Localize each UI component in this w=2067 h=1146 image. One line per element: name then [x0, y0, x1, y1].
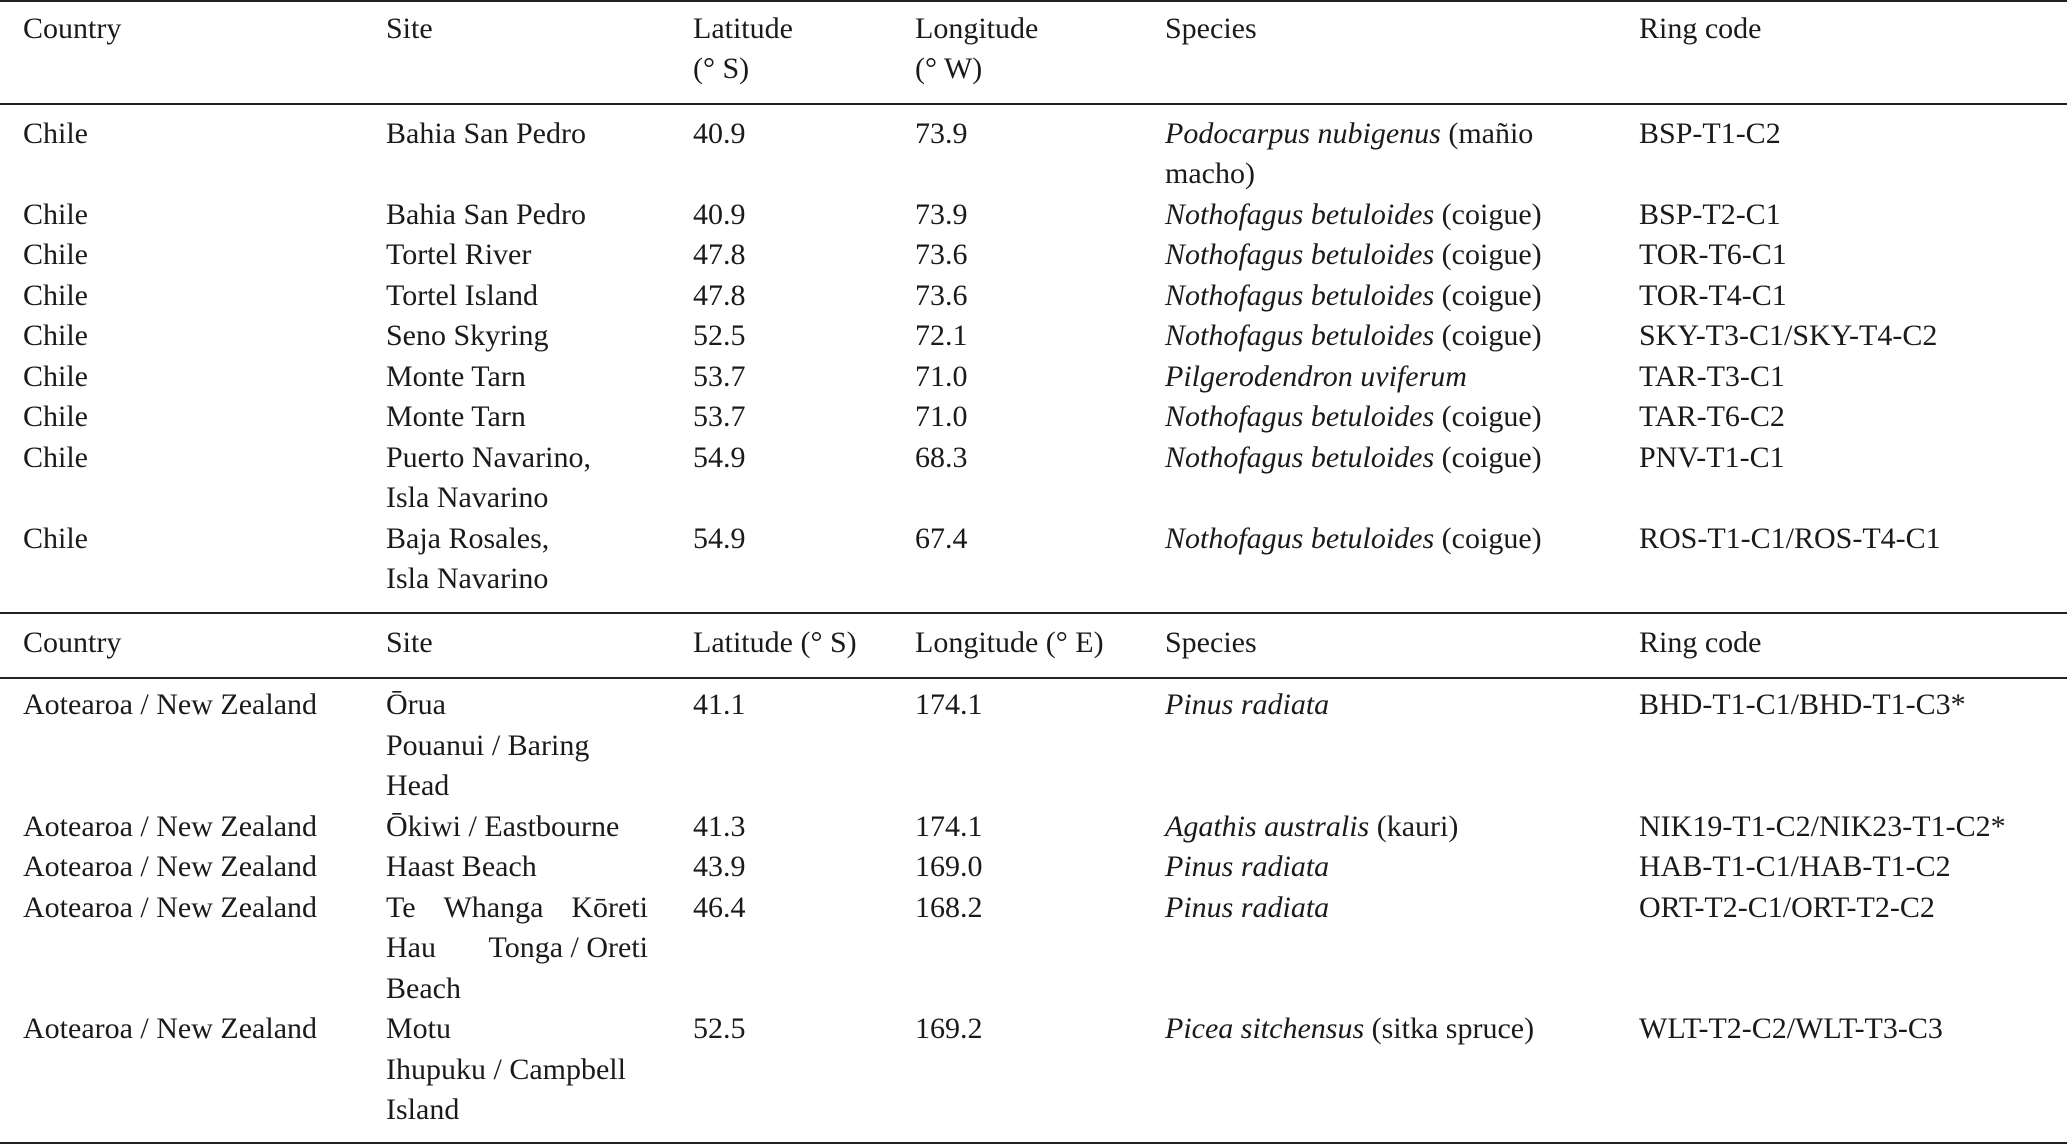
- cell-country: Aotearoa / New Zealand: [23, 850, 318, 883]
- table-bottom-rule: [0, 1142, 2067, 1144]
- site-word: Whanga: [443, 891, 544, 924]
- species-scientific-name: Nothofagus betuloides: [1165, 319, 1435, 352]
- cell-site-continued: Island: [386, 1093, 460, 1126]
- cell-ring-code: TOR-T4-C1: [1639, 279, 1787, 312]
- cell-species: [1165, 685, 1329, 726]
- cell-latitude: 53.7: [693, 360, 746, 393]
- cell-species: [1165, 114, 1533, 155]
- header-country: Country: [23, 626, 122, 659]
- cell-species: [1165, 888, 1329, 929]
- table-top-rule: [0, 0, 2067, 2]
- cell-site: Seno Skyring: [386, 319, 549, 352]
- header-west-rule: [0, 103, 2067, 105]
- header-latitude-unit: (° S): [693, 52, 750, 85]
- species-common-name: (coigue): [1434, 238, 1542, 271]
- cell-country: Chile: [23, 522, 88, 555]
- cell-site-continued: Isla Navarino: [386, 481, 549, 514]
- cell-longitude: 71.0: [915, 360, 968, 393]
- cell-longitude: 174.1: [915, 810, 983, 843]
- species-scientific-name: Agathis australis: [1165, 810, 1370, 843]
- cell-site: Bahia San Pedro: [386, 198, 586, 231]
- cell-site: Bahia San Pedro: [386, 117, 586, 150]
- cell-latitude: 47.8: [693, 238, 746, 271]
- cell-longitude: 73.9: [915, 198, 968, 231]
- species-scientific-name: Nothofagus betuloides: [1165, 238, 1435, 271]
- cell-site-continued: Isla Navarino: [386, 562, 549, 595]
- site-word: Te: [386, 891, 416, 924]
- cell-site: [386, 888, 648, 929]
- cell-species: [1165, 276, 1542, 317]
- cell-site-continued: Pouanui / Baring: [386, 729, 590, 762]
- cell-longitude: 169.0: [915, 850, 983, 883]
- species-scientific-name: Pinus radiata: [1165, 850, 1330, 883]
- cell-species: [1165, 519, 1542, 560]
- cell-ring-code: BSP-T1-C2: [1639, 117, 1781, 150]
- site-word: Kōreti: [571, 891, 648, 924]
- cell-latitude: 52.5: [693, 1012, 746, 1045]
- species-common-name: (sitka spruce): [1364, 1012, 1535, 1045]
- cell-country: Aotearoa / New Zealand: [23, 891, 318, 924]
- cell-ring-code: BHD-T1-C1/BHD-T1-C3*: [1639, 688, 1966, 721]
- site-word: Hau: [386, 931, 436, 964]
- header-ring-code: Ring code: [1639, 12, 1762, 45]
- header-ring-code: Ring code: [1639, 626, 1762, 659]
- species-scientific-name: Picea sitchensus: [1165, 1012, 1365, 1045]
- cell-species: [1165, 195, 1542, 236]
- species-scientific-name: Nothofagus betuloides: [1165, 400, 1435, 433]
- cell-species: [1165, 235, 1542, 276]
- cell-site: Haast Beach: [386, 850, 537, 883]
- cell-country: Chile: [23, 441, 88, 474]
- cell-latitude: 54.9: [693, 522, 746, 555]
- cell-latitude: 40.9: [693, 198, 746, 231]
- cell-site: Monte Tarn: [386, 400, 526, 433]
- cell-site-continued: Beach: [386, 972, 461, 1005]
- species-scientific-name: Nothofagus betuloides: [1165, 198, 1435, 231]
- cell-country: Aotearoa / New Zealand: [23, 1012, 318, 1045]
- cell-ring-code: TOR-T6-C1: [1639, 238, 1787, 271]
- cell-ring-code: ORT-T2-C1/ORT-T2-C2: [1639, 891, 1935, 924]
- cell-country: Chile: [23, 238, 88, 271]
- cell-longitude: 169.2: [915, 1012, 983, 1045]
- header-country: Country: [23, 12, 122, 45]
- cell-latitude: 46.4: [693, 891, 746, 924]
- cell-latitude: 40.9: [693, 117, 746, 150]
- header-species: Species: [1165, 12, 1257, 45]
- cell-ring-code: SKY-T3-C1/SKY-T4-C2: [1639, 319, 1938, 352]
- cell-ring-code: WLT-T2-C2/WLT-T3-C3: [1639, 1012, 1943, 1045]
- cell-site: Ōrua: [386, 688, 446, 721]
- species-scientific-name: Pilgerodendron uviferum: [1165, 360, 1467, 393]
- cell-site-continued: Head: [386, 769, 450, 802]
- cell-species: [1165, 397, 1542, 438]
- cell-ring-code: PNV-T1-C1: [1639, 441, 1785, 474]
- cell-site: Baja Rosales,: [386, 522, 550, 555]
- cell-species: [1165, 1009, 1534, 1050]
- header-east-rule: [0, 677, 2067, 679]
- cell-longitude: 73.9: [915, 117, 968, 150]
- species-scientific-name: Podocarpus nubigenus: [1165, 117, 1441, 150]
- cell-site-continued: [386, 928, 648, 969]
- species-common-name: (coigue): [1434, 441, 1542, 474]
- species-common-name: (mañio: [1440, 117, 1534, 150]
- cell-latitude: 43.9: [693, 850, 746, 883]
- species-scientific-name: Nothofagus betuloides: [1165, 441, 1435, 474]
- cell-latitude: 52.5: [693, 319, 746, 352]
- cell-species-continued: macho): [1165, 157, 1255, 190]
- cell-country: Aotearoa / New Zealand: [23, 810, 318, 843]
- cell-ring-code: BSP-T2-C1: [1639, 198, 1781, 231]
- cell-country: Chile: [23, 400, 88, 433]
- cell-site: Ōkiwi / Eastbourne: [386, 810, 620, 843]
- cell-site: Monte Tarn: [386, 360, 526, 393]
- section-divider-rule: [0, 612, 2067, 614]
- species-scientific-name: Nothofagus betuloides: [1165, 522, 1435, 555]
- cell-latitude: 41.3: [693, 810, 746, 843]
- cell-country: Chile: [23, 279, 88, 312]
- species-common-name: (coigue): [1434, 400, 1542, 433]
- cell-latitude: 54.9: [693, 441, 746, 474]
- cell-species: [1165, 807, 1458, 848]
- species-scientific-name: Pinus radiata: [1165, 688, 1330, 721]
- cell-site: Tortel River: [386, 238, 532, 271]
- cell-site: Puerto Navarino,: [386, 441, 591, 474]
- cell-latitude: 53.7: [693, 400, 746, 433]
- species-common-name: (coigue): [1434, 522, 1542, 555]
- cell-site: Tortel Island: [386, 279, 539, 312]
- cell-ring-code: TAR-T3-C1: [1639, 360, 1785, 393]
- cell-longitude: 168.2: [915, 891, 983, 924]
- cell-longitude: 73.6: [915, 238, 968, 271]
- cell-species: [1165, 847, 1329, 888]
- header-latitude: Latitude: [693, 12, 793, 45]
- header-species: Species: [1165, 626, 1257, 659]
- cell-latitude: 41.1: [693, 688, 746, 721]
- cell-ring-code: HAB-T1-C1/HAB-T1-C2: [1639, 850, 1951, 883]
- cell-species: [1165, 316, 1542, 357]
- cell-country: Chile: [23, 198, 88, 231]
- cell-country: Chile: [23, 117, 88, 150]
- species-common-name: (kauri): [1369, 810, 1459, 843]
- cell-longitude: 73.6: [915, 279, 968, 312]
- species-common-name: (coigue): [1434, 279, 1542, 312]
- cell-ring-code: TAR-T6-C2: [1639, 400, 1785, 433]
- site-word: Tonga / Oreti: [488, 931, 648, 964]
- cell-longitude: 72.1: [915, 319, 968, 352]
- header-site: Site: [386, 12, 433, 45]
- cell-species: [1165, 357, 1467, 398]
- cell-country: Aotearoa / New Zealand: [23, 688, 318, 721]
- cell-ring-code: ROS-T1-C1/ROS-T4-C1: [1639, 522, 1941, 555]
- species-scientific-name: Nothofagus betuloides: [1165, 279, 1435, 312]
- header-longitude: Longitude: [915, 12, 1039, 45]
- species-common-name: (coigue): [1434, 198, 1542, 231]
- header-longitude: Longitude (° E): [915, 626, 1104, 659]
- cell-country: Chile: [23, 319, 88, 352]
- cell-site: Motu: [386, 1012, 452, 1045]
- cell-species: [1165, 438, 1542, 479]
- cell-latitude: 47.8: [693, 279, 746, 312]
- cell-longitude: 174.1: [915, 688, 983, 721]
- cell-country: Chile: [23, 360, 88, 393]
- cell-longitude: 68.3: [915, 441, 968, 474]
- species-scientific-name: Pinus radiata: [1165, 891, 1330, 924]
- cell-longitude: 67.4: [915, 522, 968, 555]
- cell-site-continued: Ihupuku / Campbell: [386, 1053, 626, 1086]
- header-latitude: Latitude (° S): [693, 626, 857, 659]
- header-site: Site: [386, 626, 433, 659]
- cell-longitude: 71.0: [915, 400, 968, 433]
- species-common-name: (coigue): [1434, 319, 1542, 352]
- header-longitude-unit: (° W): [915, 52, 983, 85]
- cell-ring-code: NIK19-T1-C2/NIK23-T1-C2*: [1639, 810, 2006, 843]
